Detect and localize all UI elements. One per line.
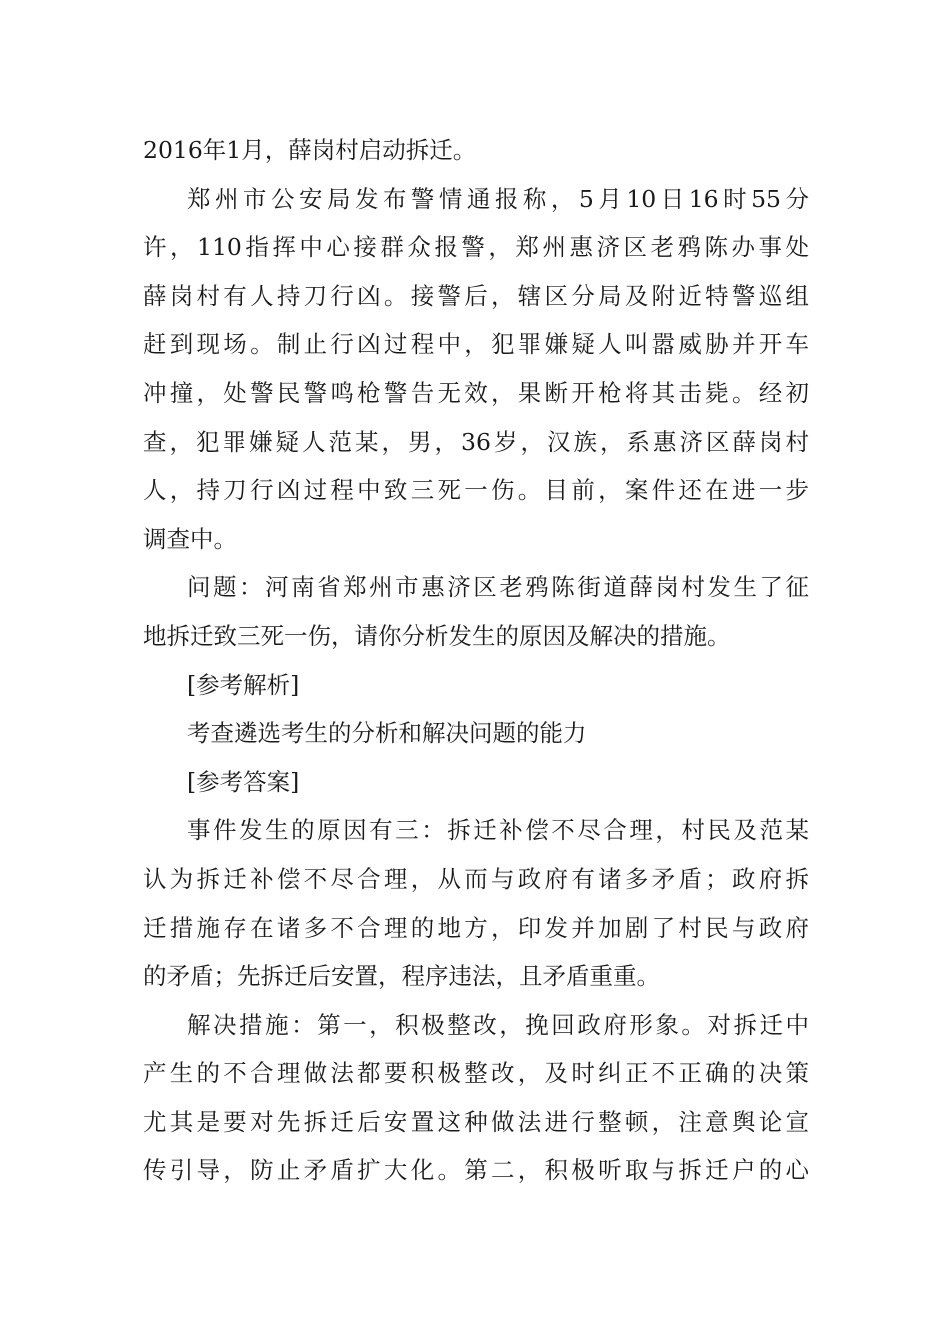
text-line: 郑州市公安局发布警情通报称，5月10日16时55分	[187, 184, 809, 213]
text-line: 尤其是要对先拆迁后安置这种做法进行整顿，注意舆论宣	[143, 1107, 809, 1136]
text-line: 的矛盾；先拆迁后安置，程序违法，且矛盾重重。	[143, 962, 660, 991]
document-body	[143, 126, 809, 1195]
text-line: 调查中。	[143, 524, 237, 553]
text-line: 查，犯罪嫌疑人范某，男，36岁，汉族，系惠济区薛岗村	[143, 427, 809, 456]
text-line: 迁措施存在诸多不合理的地方，印发并加剧了村民与政府	[143, 913, 809, 942]
text-line: 2016年1月，薛岗村启动拆迁。	[143, 136, 477, 164]
text-line: 产生的不合理做法都要积极整改，及时纠正不正确的决策	[143, 1059, 809, 1088]
text-line: 冲撞，处警民警鸣枪警告无效，果断开枪将其击毙。经初	[143, 378, 809, 407]
text-line: [参考解析]	[187, 670, 300, 699]
text-line: 认为拆迁补偿不尽合理，从而与政府有诸多矛盾；政府拆	[143, 864, 809, 893]
text-line: 问题：河南省郑州市惠济区老鸦陈街道薛岗村发生了征	[187, 573, 809, 602]
text-line: 人，持刀行凶过程中致三死一伤。目前，案件还在进一步	[143, 476, 809, 505]
text-line: 考查遴选考生的分析和解决问题的能力	[187, 719, 587, 748]
text-line: 许，110指挥中心接群众报警，郑州惠济区老鸦陈办事处	[143, 233, 809, 262]
text-line: 薛岗村有人持刀行凶。接警后，辖区分局及附近特警巡组	[143, 281, 809, 310]
text-line: 解决措施：第一，积极整改，挽回政府形象。对拆迁中	[187, 1010, 809, 1039]
text-line: 事件发生的原因有三：拆迁补偿不尽合理，村民及范某	[187, 816, 809, 845]
text-line: 赶到现场。制止行凶过程中，犯罪嫌疑人叫嚣威胁并开车	[143, 330, 809, 359]
text-line: [参考答案]	[187, 767, 300, 796]
text-line: 传引导，防止矛盾扩大化。第二，积极听取与拆迁户的心	[143, 1156, 809, 1185]
text-line: 地拆迁致三死一伤，请你分析发生的原因及解决的措施。	[143, 621, 731, 650]
